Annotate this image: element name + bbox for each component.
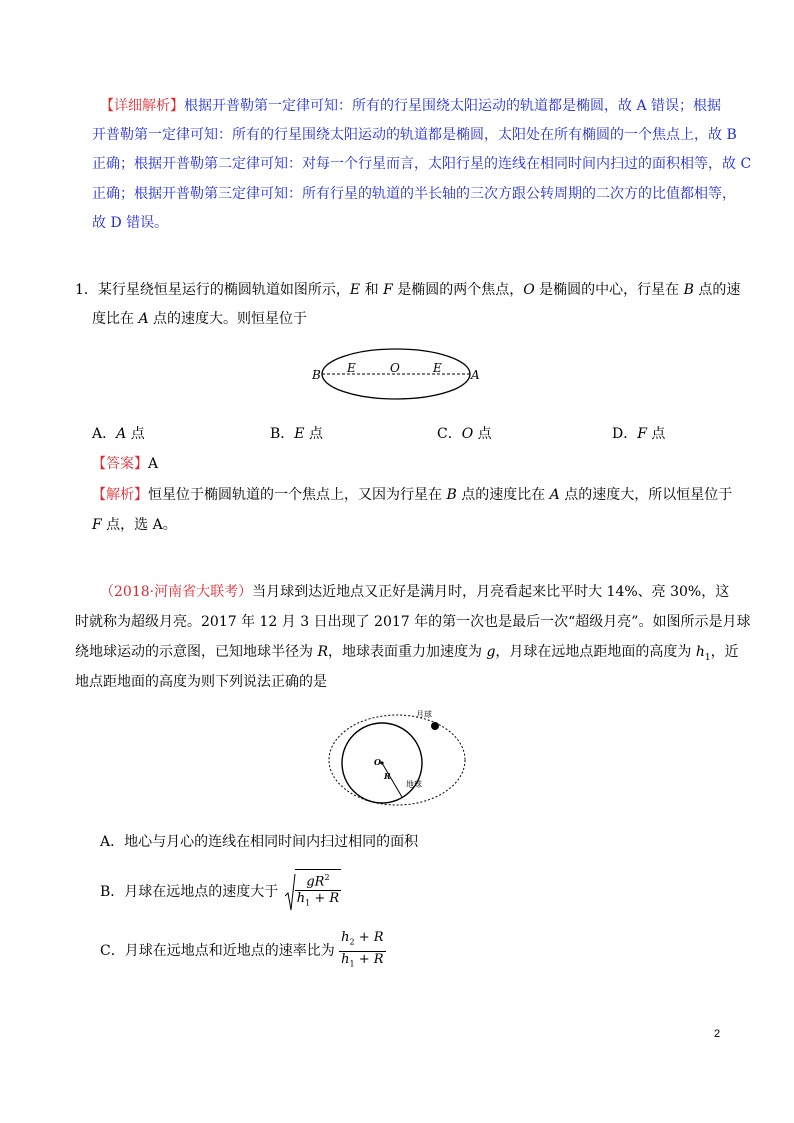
label-B: B xyxy=(312,368,321,382)
label-moon: 月球 xyxy=(416,710,432,719)
analysis-line: 开普勒第一定律可知：所有的行星围绕太阳运动的轨道都是椭圆，太阳处在所有椭圆的一个焦点上，故 B xyxy=(92,127,737,143)
label-E: E xyxy=(347,361,356,375)
analysis-line: 故 D 错误。 xyxy=(92,215,169,231)
option-c[interactable]: C．月球在远地点和近地点的速率比为 $\frac{h_2 + R}{h_1 + R}$ xyxy=(100,930,386,970)
question-2-stem-line: （2018·河南省大联考）当月球到达近地点又正好是满月时，月亮看起来比平时大 14%、亮 30%，这 xyxy=(100,584,730,600)
label-F: E xyxy=(433,361,442,375)
option-c[interactable]: C．O 点 xyxy=(437,426,492,442)
question-1-stem-line: 1．某行星绕恒星运行的椭圆轨道如图所示，E 和 F 是椭圆的两个焦点，O 是椭圆的中心，行星在 B 点的速 xyxy=(75,282,741,298)
option-b[interactable]: B．E 点 xyxy=(270,426,323,442)
explanation-line: 【解析】恒星位于椭圆轨道的一个焦点上，又因为行星在 B 点的速度比在 A 点的速度大，所以恒星位于 xyxy=(92,487,733,503)
answer-line xyxy=(92,454,158,474)
analysis-line: 根据开普勒第一定律可知：所有的行星围绕太阳运动的轨道都是椭圆，故 A 错误；根据 xyxy=(184,98,722,114)
label-A: A xyxy=(471,368,480,382)
question-1-stem-line: 度比在 A 点的速度大。则恒星位于 xyxy=(92,311,308,327)
label-O: O xyxy=(390,361,400,375)
option-b[interactable]: B．月球在远地点的速度大于 $\frac{gR^2}{h_1 + R}$ xyxy=(100,872,341,912)
analysis-line: 正确；根据开普勒第二定律可知：对每一个行星而言，太阳行星的连线在相同时间内扫过的面积相等，故 C xyxy=(92,156,752,172)
explanation-tag: 【解析】 xyxy=(92,487,148,503)
option-d[interactable]: D．F 点 xyxy=(612,426,666,442)
answer-tag: 【答案】 xyxy=(92,456,148,472)
label-R: R xyxy=(384,771,391,781)
analysis-line: 正确；根据开普勒第三定律可知：所有行星的轨道的半长轴的三次方跟公转周期的二次方的比值都相等， xyxy=(92,186,736,202)
page-number: 2 xyxy=(714,1028,721,1040)
answer-value: A xyxy=(148,456,159,472)
option-a[interactable]: A．A 点 xyxy=(92,426,145,442)
question-2-stem-line: 地点距地面的高度为则下列说法正确的是 xyxy=(75,674,327,690)
moon-orbit-figure xyxy=(322,707,472,809)
fraction-gr2-over-h1r: $\frac{gR^2}{h_1 + R}$ xyxy=(295,870,341,912)
label-O: O xyxy=(374,757,381,767)
explanation-line: F 点，选 A。 xyxy=(92,517,177,533)
fraction-h2r-over-h1r: $\frac{h_2 + R}{h_1 + R}$ xyxy=(341,930,384,969)
option-a[interactable]: A．地心与月心的连线在相同时间内扫过相同的面积 xyxy=(100,834,419,850)
question-number: 1． xyxy=(75,282,98,298)
question-2-stem-line: 绕地球运动的示意图，已知地球半径为 R，地球表面重力加速度为 g，月球在远地点距地面的高度为 $h_1$，近 xyxy=(75,644,739,663)
question-2-stem-line: 时就称为超级月亮。2017 年 12 月 3 日出现了 2017 年的第一次也是最后一次“超级月亮”。如图所示是月球 xyxy=(75,614,751,630)
ellipse-orbit-figure xyxy=(310,344,490,406)
label-earth: 地球 xyxy=(406,780,422,789)
question-source: （2018·河南省大联考） xyxy=(100,584,253,600)
moon-orbit xyxy=(329,715,465,805)
moon-dot xyxy=(431,722,439,730)
analysis-tag: 【详细解析】 xyxy=(100,98,184,114)
